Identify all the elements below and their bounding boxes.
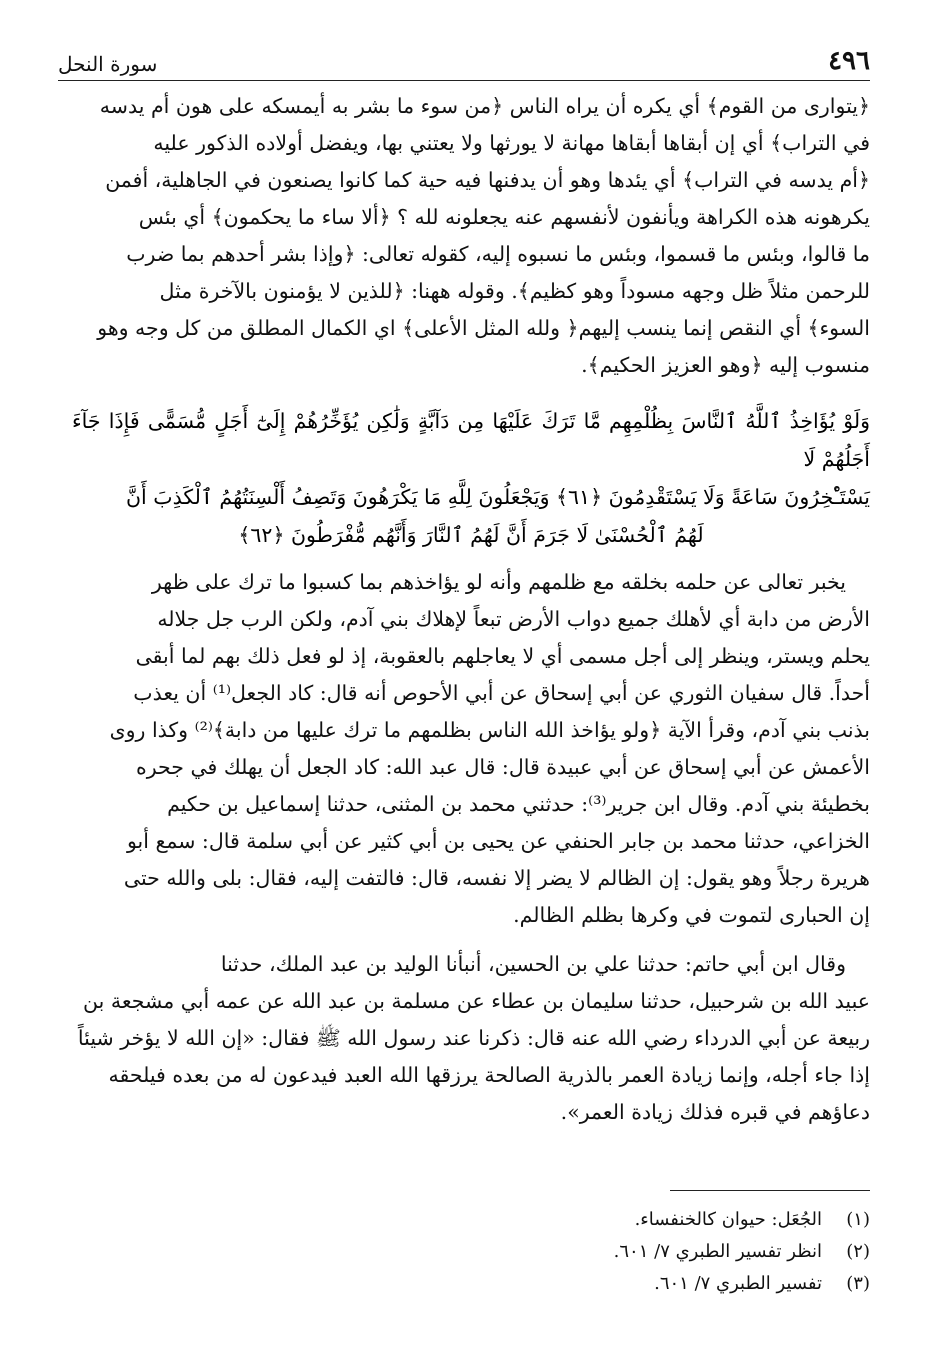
text-line: إن الحبارى لتموت في وكرها بظلم الظالم. — [513, 903, 870, 927]
text-line: وقال ابن أبي حاتم: حدثنا علي بن الحسين، أنبأنا الوليد بن عبد الملك، حدثنا — [220, 952, 846, 976]
text-line: أحداً. قال سفيان الثوري عن أبي إسحاق عن أبي الأحوص أنه قال: كاد الجعل⁽¹⁾ أن يعذب — [133, 681, 870, 705]
page-header — [58, 40, 870, 81]
footnotes — [300, 1204, 870, 1300]
footnote-divider — [670, 1190, 870, 1191]
footnote — [300, 1268, 870, 1300]
text-line: ﴿يتوارى من القوم﴾ أي يكره أن يراه الناس ﴿من سوء ما بشر به أيمسكه على هون أم يدسه — [99, 94, 870, 118]
text-line: يخبر تعالى عن حلمه بخلقه مع ظلمهم وأنه لو يؤاخذهم بما كسبوا ما ترك على ظهر — [151, 570, 846, 594]
footnote-text: تفسير الطبري ٧/ ٦٠١. — [654, 1273, 822, 1294]
quran-line: يَسْتَـْٔخِرُونَ سَاعَةً وَلَا يَسْتَقْدِمُونَ ﴿٦١﴾ وَيَجْعَلُونَ لِلَّهِ مَا يَكْرَهُونَ وَتَصِفُ أَلْسِنَتُهُمُ ٱلْكَذِبَ أَنَّ — [126, 485, 870, 509]
footnote — [300, 1236, 870, 1268]
text-line: الأعمش عن أبي إسحاق عن أبي عبيدة قال: قال عبد الله: كاد الجعل أن يهلك في جحره — [135, 755, 870, 779]
text-line: إذا جاء أجله، وإنما زيادة العمر بالذرية الصالحة يرزقها الله العبد فيدعون له من بعده فيلحقه — [108, 1063, 870, 1087]
text-line: دعاؤهم في قبره فذلك زيادة العمر». — [560, 1100, 870, 1124]
text-line: ﴿أم يدسه في التراب﴾ أي يئدها وهو أن يدفنها فيه حية كما كانوا يصنعون في الجاهلية، أفمن — [105, 168, 870, 192]
text-line: منسوب إليه ﴿وهو العزيز الحكيم﴾. — [581, 353, 870, 377]
text-line: بذنب بني آدم، وقرأ الآية ﴿ولو يؤاخذ الله الناس بظلمهم ما ترك عليها من دابة﴾⁽²⁾ وكذا روى — [109, 718, 870, 742]
footnote-number: (٣) — [846, 1273, 870, 1294]
text-line: عبيد الله بن شرحبيل، حدثنا سليمان بن عطاء عن مسلمة بن عبد الله عن عمه أبي مشجعة بن — [83, 989, 870, 1013]
footnote-text: انظر تفسير الطبري ٧/ ٦٠١. — [613, 1241, 822, 1262]
text-line: الأرض من دابة أي لأهلك جميع دواب الأرض تبعاً لإهلاك بني آدم، ولكن الرب جل جلاله — [157, 607, 870, 631]
text-line: في التراب﴾ أي إن أبقاها أبقاها مهانة لا يورثها ولا يعتني بها، ويفضل أولاده الذكور عليه — [153, 131, 870, 155]
footnote — [300, 1204, 870, 1236]
body-text — [72, 88, 870, 1131]
text-line: ما قالوا، وبئس ما قسموا، وبئس ما نسبوه إليه، كقوله تعالى: ﴿وإذا بشر أحدهم بما ضرب — [126, 242, 870, 266]
footnote-text: الجُعَل: حيوان كالخنفساء. — [634, 1209, 822, 1230]
paragraph-2 — [72, 564, 870, 934]
footnote-number: (١) — [846, 1209, 870, 1230]
text-line: هريرة رجلاً وهو يقول: إن الظالم لا يضر إلا نفسه، قال: فالتفت إليه، فقال: بلى والله حتى — [123, 866, 870, 890]
page-number: ٤٩٦ — [828, 46, 870, 76]
paragraph-1 — [72, 88, 870, 384]
text-line: ربيعة عن أبي الدرداء رضي الله عنه قال: ذكرنا عند رسول الله ﷺ فقال: «إن الله لا يؤخر شيئاً — [77, 1026, 870, 1050]
text-line: يكرهونه هذه الكراهة ويأنفون لأنفسهم عنه يجعلونه لله ؟ ﴿ألا ساء ما يحكمون﴾ أي بئس — [138, 205, 870, 229]
paragraph-3 — [72, 946, 870, 1131]
text-line: السوء﴾ أي النقص إنما ينسب إليهم﴿ ولله المثل الأعلى﴾ اي الكمال المطلق من كل وجه وهو — [97, 316, 870, 340]
text-line: يحلم ويستر، وينظر إلى أجل مسمى أي لا يعاجلهم بالعقوبة، إذ لو فعل ذلك بهم لما أبقى — [135, 644, 870, 668]
text-line: الخزاعي، حدثنا محمد بن جابر الحنفي عن يحيى بن أبي كثير عن أبي سلمة قال: سمع أبو — [126, 829, 870, 853]
text-line: بخطيئة بني آدم. وقال ابن جرير⁽³⁾: حدثني محمد بن المثنى، حدثنا إسماعيل بن حكيم — [167, 792, 870, 816]
quran-verse-block — [72, 402, 870, 554]
quran-line: وَلَوْ يُؤَاخِذُ ٱللَّهُ ٱلنَّاسَ بِظُلْمِهِم مَّا تَرَكَ عَلَيْهَا مِن دَآبَّةٍ وَلَٰكِن يُؤَخِّرُهُمْ إِلَىٰٓ أَجَلٍ مُّسَمًّى فَإِذَا جَآءَ أَجَلُهُمْ لَا — [72, 409, 870, 471]
text-line: للرحمن مثلاً ظل وجهه مسوداً وهو كظيم﴾. وقوله ههنا: ﴿للذين لا يؤمنون بالآخرة مثل — [159, 279, 870, 303]
quran-line: لَهُمُ ٱلْحُسْنَىٰ لَا جَرَمَ أَنَّ لَهُمُ ٱلنَّارَ وَأَنَّهُم مُّفْرَطُونَ ﴿٦٢﴾ — [238, 523, 704, 547]
surah-title: سورة النحل — [58, 52, 158, 76]
footnote-number: (٢) — [846, 1241, 870, 1262]
